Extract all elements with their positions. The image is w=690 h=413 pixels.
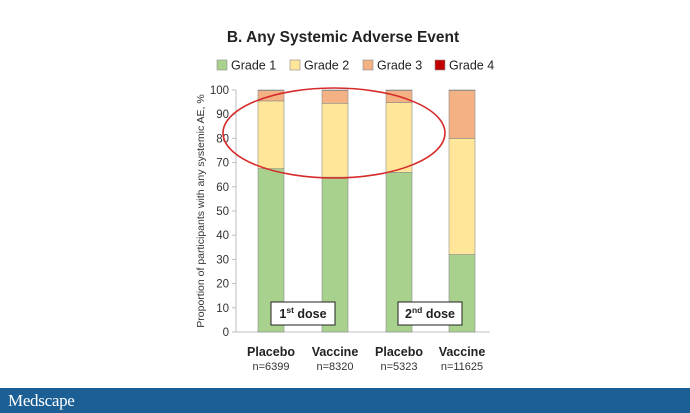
x-tick-label: Vaccine: [311, 345, 359, 359]
category-labels: [247, 345, 485, 373]
sample-size-label: n=11625: [440, 361, 484, 373]
legend: [217, 59, 494, 73]
x-tick-label: Placebo: [247, 345, 295, 359]
chart-title: B. Any Systemic Adverse Event: [226, 29, 460, 46]
sample-size-label: n=8320: [316, 361, 354, 373]
bar-segment: [322, 90, 348, 103]
y-tick-label: 30: [216, 254, 229, 267]
dose-labels: [271, 302, 462, 325]
legend-swatch: [217, 60, 227, 70]
y-tick-label: 40: [216, 230, 229, 243]
legend-swatch: [290, 60, 300, 70]
y-tick-label: 70: [216, 157, 229, 170]
legend-label: Grade 3: [377, 58, 423, 73]
y-axis: [210, 85, 490, 339]
bar-segment: [386, 103, 412, 173]
bar-segment: [322, 103, 348, 177]
y-tick-label: 60: [216, 181, 229, 194]
legend-swatch: [363, 60, 373, 70]
y-tick-label: 50: [216, 206, 229, 218]
y-tick-label: 80: [216, 133, 229, 146]
bar-segment: [449, 138, 475, 254]
x-tick-label: Placebo: [375, 345, 423, 359]
dose-label: 1st dose: [279, 305, 327, 321]
y-tick-label: 0: [222, 327, 229, 339]
bar-segment: [449, 90, 475, 138]
legend-label: Grade 1: [231, 58, 277, 73]
y-tick-label: 90: [216, 109, 229, 122]
sample-size-label: n=6399: [252, 361, 290, 373]
x-tick-label: Vaccine: [438, 345, 486, 359]
y-axis-label: Proportion of participants with any systemic AE, %: [195, 94, 207, 328]
footer-bar: [0, 388, 690, 413]
legend-label: Grade 4: [449, 58, 495, 73]
y-tick-label: 100: [209, 85, 229, 97]
y-tick-label: 20: [216, 278, 229, 291]
dose-label: 2nd dose: [405, 305, 455, 321]
bars: [258, 90, 475, 332]
y-tick-label: 10: [216, 302, 229, 315]
legend-label: Grade 2: [304, 58, 350, 73]
bar-segment: [258, 101, 284, 169]
medscape-logo: Medscape: [8, 391, 75, 410]
sample-size-label: n=5323: [380, 361, 418, 373]
legend-swatch: [435, 60, 445, 70]
